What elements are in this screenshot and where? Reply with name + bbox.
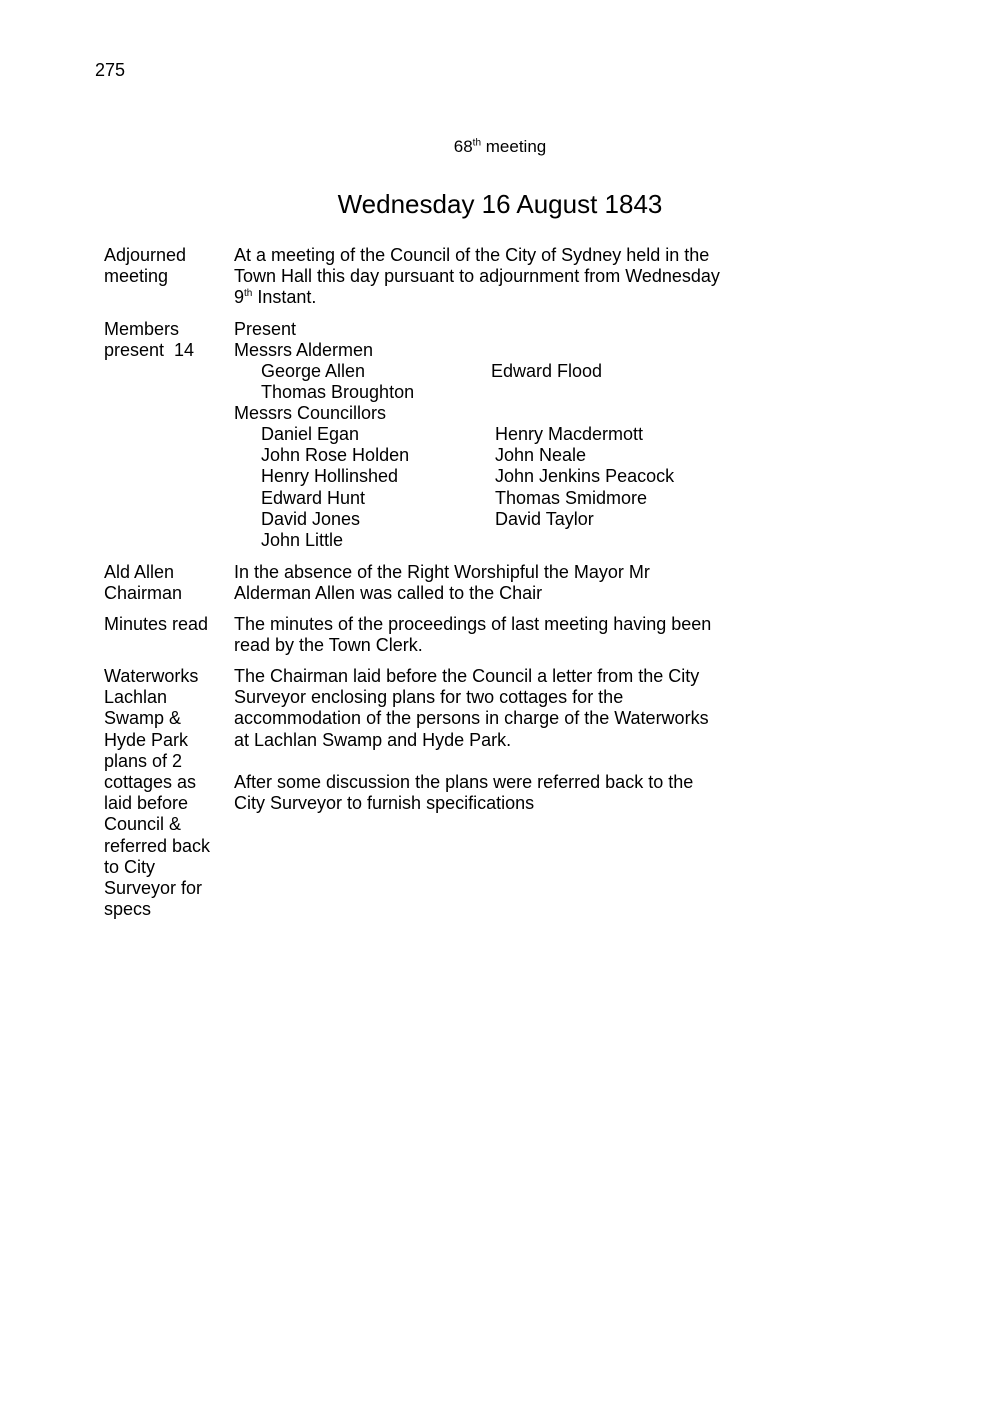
text-line: The minutes of the proceedings of last meeting having been (234, 614, 712, 634)
text-line: at Lachlan Swamp and Hyde Park. (234, 729, 512, 750)
entry-minutes (234, 614, 711, 656)
text-line (234, 287, 720, 308)
meeting-word: meeting (485, 137, 547, 156)
aldermen-list-right (491, 361, 602, 382)
margin-note-members (104, 319, 229, 361)
margin-line: laid before (104, 793, 189, 814)
entry-adjourned (234, 245, 720, 309)
margin-note-minutes (104, 614, 229, 635)
margin-line: plans of 2 (104, 750, 183, 771)
text-line: accommodation of the persons in charge of the Waterworks (234, 708, 709, 729)
margin-line: Ald Allen (104, 562, 175, 582)
member-name: Thomas Smidmore (495, 487, 648, 508)
meeting-title: Wednesday 16 August 1843 (337, 189, 663, 219)
margin-line: present 14 (104, 340, 195, 361)
margin-line: to City (104, 856, 156, 877)
member-name: Thomas Broughton (261, 382, 415, 403)
text-fragment: Instant. (252, 287, 317, 308)
aldermen-list-left (261, 361, 414, 403)
text-line: After some discussion the plans were referred back to the (234, 772, 694, 792)
margin-line: Surveyor for (104, 878, 203, 899)
meeting-label (0, 136, 1000, 157)
member-name: Henry Macdermott (495, 424, 644, 444)
margin-line: Adjourned (104, 245, 187, 265)
councillors-list-left (261, 424, 409, 551)
text-line: City Surveyor to furnish specifications (234, 793, 535, 814)
councillors-list-right (495, 424, 674, 530)
margin-line: Minutes read (104, 614, 209, 634)
ordinal-suffix: th (244, 288, 253, 300)
meeting-number-suffix: th (472, 137, 482, 149)
margin-line: Waterworks (104, 666, 199, 686)
entry-waterworks-letter (234, 666, 709, 751)
page-number: 275 (95, 60, 126, 80)
member-name: John Jenkins Peacock (495, 466, 675, 487)
ordinal-number: 9 (234, 287, 245, 308)
meeting-number: 68 (453, 137, 473, 156)
member-name: John Little (261, 530, 344, 551)
entry-waterworks-resolution (234, 772, 693, 814)
member-name: David Taylor (495, 508, 594, 529)
margin-line: Members (104, 319, 180, 339)
margin-note-adjourned (104, 245, 229, 287)
member-name: John Neale (495, 445, 587, 466)
text-line: read by the Town Clerk. (234, 635, 423, 656)
entry-chairman (234, 562, 650, 604)
text-line: In the absence of the Right Worshipful the Mayor Mr (234, 562, 650, 582)
text-line: The Chairman laid before the Council a letter from the City (234, 666, 700, 686)
text-line: At a meeting of the Council of the City of Sydney held in the (234, 245, 710, 265)
member-name: Edward Flood (491, 361, 603, 381)
margin-line: Chairman (104, 583, 183, 604)
present-label: Present (234, 319, 297, 339)
margin-line: referred back (104, 835, 211, 856)
margin-line: meeting (104, 266, 169, 287)
councillors-heading: Messrs Councillors (234, 403, 387, 423)
aldermen-heading: Messrs Aldermen (234, 340, 374, 360)
member-name: David Jones (261, 508, 361, 529)
text-line: Alderman Allen was called to the Chair (234, 583, 543, 604)
margin-note-chairman (104, 562, 229, 604)
margin-line: Lachlan (104, 687, 168, 708)
margin-line: Council & (104, 814, 182, 835)
margin-line: specs (104, 899, 152, 920)
member-name: John Rose Holden (261, 445, 410, 466)
member-name: Daniel Egan (261, 424, 360, 444)
member-name: Henry Hollinshed (261, 466, 399, 487)
margin-note-waterworks (104, 666, 229, 920)
margin-line: cottages as (104, 772, 197, 793)
member-name: George Allen (261, 361, 366, 381)
text-line: Town Hall this day pursuant to adjournment from Wednesday (234, 266, 720, 287)
margin-line: Hyde Park (104, 729, 189, 750)
text-line: Surveyor enclosing plans for two cottages for the (234, 687, 624, 708)
member-name: Edward Hunt (261, 487, 366, 508)
margin-line: Swamp & (104, 708, 182, 729)
